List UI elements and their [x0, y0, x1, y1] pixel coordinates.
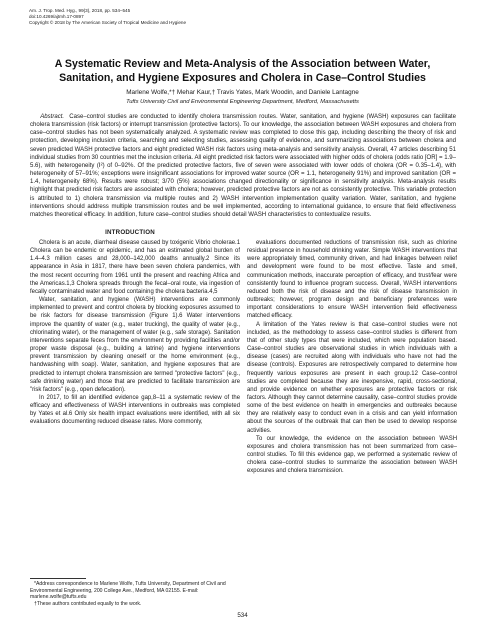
affiliation: Tufts University Civil and Environmental Engineering Department, Medford, Massachusetts	[126, 99, 359, 105]
correspondence-footnote: *Address correspondence to Marlene Wolfe, Tufts University, Department of Civil and Environmental Engineering, 200 College Ave., Medford, MA 02155. E-mail: marlene.wolfe@tufts.edu	[30, 581, 226, 601]
footnotes	[30, 581, 240, 607]
author-list: Marlene Wolfe,*† Mehar Kaur,† Travis Yates, Mark Woodin, and Daniele Lantagne	[126, 89, 359, 96]
left-column	[30, 239, 240, 573]
paragraph: Water, sanitation, and hygiene (WASH) interventions are commonly implemented to prevent and control cholera by blocking exposures assumed to be risk factors for disease transmission (Figure 1).6 Water interventions improve the quantity of water (e.g., water trucking), the quality of water (e.g., chlorinating water), or the management of water (e.g., safe storage). Sanitation interventions separate feces from the environment by providing facilities and/or proper waste disposal (e.g., building a latrine) and hygiene interventions prevent transmission by cleaning oneself or the home environment (e.g., handwashing with soap). Water, sanitation, and hygiene exposures that are predicted to interrupt cholera transmission are termed "protective factors" (e.g., safe drinking water) and those that are predicted to facilitate transmission are "risk factors" (e.g., open defecation).	[30, 297, 240, 393]
equal-contribution-footnote: †These authors contributed equally to the work.	[34, 600, 142, 607]
paragraph: To our knowledge, the evidence on the association between WASH exposures and cholera transmission has not been summarized from case–control studies. To fill this evidence gap, we performed a systematic review of cholera case–control studies to summarize the association between WASH exposures and cholera transmission.	[247, 435, 457, 475]
paper-title: A Systematic Review and Meta-Analysis of the Association between Water, Sanitation, and Hygiene Exposures and Cholera in Case–Control Studies	[54, 58, 431, 84]
abstract-text: Case–control studies are conducted to identify cholera transmission routes. Water, sanitation, and hygiene (WASH) exposures can facilitate cholera transmission (risk factors) or interrupt transmission (protective factors). To our knowledge, the association between WASH exposures and cholera from case–control studies has not been systematically analyzed. A systematic review was completed to close this gap, including describing the theory of risk and protection, developing inclusion criteria, searching and selecting studies, assessing quality of evidence, and summarizing associations between cholera and seven predicted WASH protective factors and eight predicted WASH risk factors using meta-analysis and sensitivity analysis. Overall, 47 articles describing 51 individual studies from 30 countries met the inclusion criteria. All eight predicted risk factors were associated with higher odds of cholera (odds ratio [OR] = 1.9–5.6), with heterogeneity (I²) of 0–92%. Of the predicted protective factors, five of seven were associated with lower odds of cholera (OR = 0.35–1.4), with heterogeneity of 57–91%; exceptions were insignificant associations for improved water source (OR = 1.1, heterogeneity 91%) and improved sanitation (OR = 1.4, heterogeneity 68%). Results were robust; 3/70 (5%) associations changed directionality or significance in sensitivity analysis. Meta-analysis results highlight that predicted risk factors are associated with cholera; however, predicted protective factors are not as consistently protective. This variable protection is attributed to 1) cholera transmission via multiple routes and 2) WASH intervention implementation quality variation. Water, sanitation, and hygiene interventions should address multiple transmission routes and be well implemented, according to international guidance, to ensure that field effectiveness matches theoretical efficacy. In addition, future case–control studies should detail WASH characteristics to contextualize results.	[30, 114, 456, 218]
paragraph: A limitation of the Yates review is that case–control studies were not included, as the methodology to assess case–control studies is different from that of other study types that were included, which were population based. Case–control studies are observational studies in which individuals with a disease (cases) are recruited along with individuals who have not had the disease (controls). Exposures are retrospectively compared to determine how frequently various exposures are present in each group.12 Case–control studies are completed because they are inexpensive, rapid, cross-sectional, and provide evidence on whether exposures are protective factors or risk factors. Although they cannot determine causality, case–control studies provide some of the best evidence on health in emergencies and outbreaks because they are relatively easy to conduct even in a crisis and can yield information about the sources of the outbreak that can then be used to develop response activities.	[247, 321, 457, 434]
page-number: 534	[237, 612, 248, 619]
section-heading: INTRODUCTION	[105, 229, 155, 236]
footnote-divider	[30, 578, 86, 579]
journal-header	[29, 8, 186, 27]
doi: doi:10.4269/ajtmh.17-0897	[29, 14, 84, 20]
abstract-label: Abstract.	[40, 114, 65, 120]
paragraph: Cholera is an acute, diarrheal disease caused by toxigenic Vibrio cholerae.1 Cholera can be endemic or epidemic, and has an estimated global burden of 1.4–4.3 million cases and 28,000–142,000 deaths annually.2 Since its appearance in Asia in 1817, there have been seven cholera pandemics, with the most recent occurring from 1961 until the present and reaching Africa and the Americas.1,3 Cholera spreads through the fecal–oral route, via ingestion of fecally contaminated water and food containing the cholera bacteria.4,5	[30, 240, 240, 295]
journal-citation: Am. J. Trop. Med. Hyg., 99(3), 2018, pp. 534–545	[29, 8, 131, 13]
copyright: Copyright © 2018 by The American Society of Tropical Medicine and Hygiene	[29, 20, 187, 26]
right-column	[247, 239, 457, 571]
paragraph: evaluations documented reductions of transmission risk, such as chlorine residual presence in household drinking water. Simple WASH interventions that were appropriately timed, community driven, and had linkages between relief and development were found to be most effective. Taste and smell, communication methods, inaccurate perception of efficacy, and trust/fear were consistently found to influence program success. Overall, WASH interventions reduced both the risk of disease and the risk of disease transmission in outbreaks; however, program design and beneficiary preferences were important considerations to ensure WASH intervention field effectiveness matched efficacy.	[247, 240, 457, 320]
abstract	[30, 113, 456, 219]
paragraph: In 2017, to fill an identified evidence gap,8–11 a systematic review of the efficacy and effectiveness of WASH interventions in outbreaks was completed by Yates et al.6 Only six health impact evaluations were identified, with all six evaluations documenting reduced disease rates. More commonly,	[30, 394, 240, 426]
